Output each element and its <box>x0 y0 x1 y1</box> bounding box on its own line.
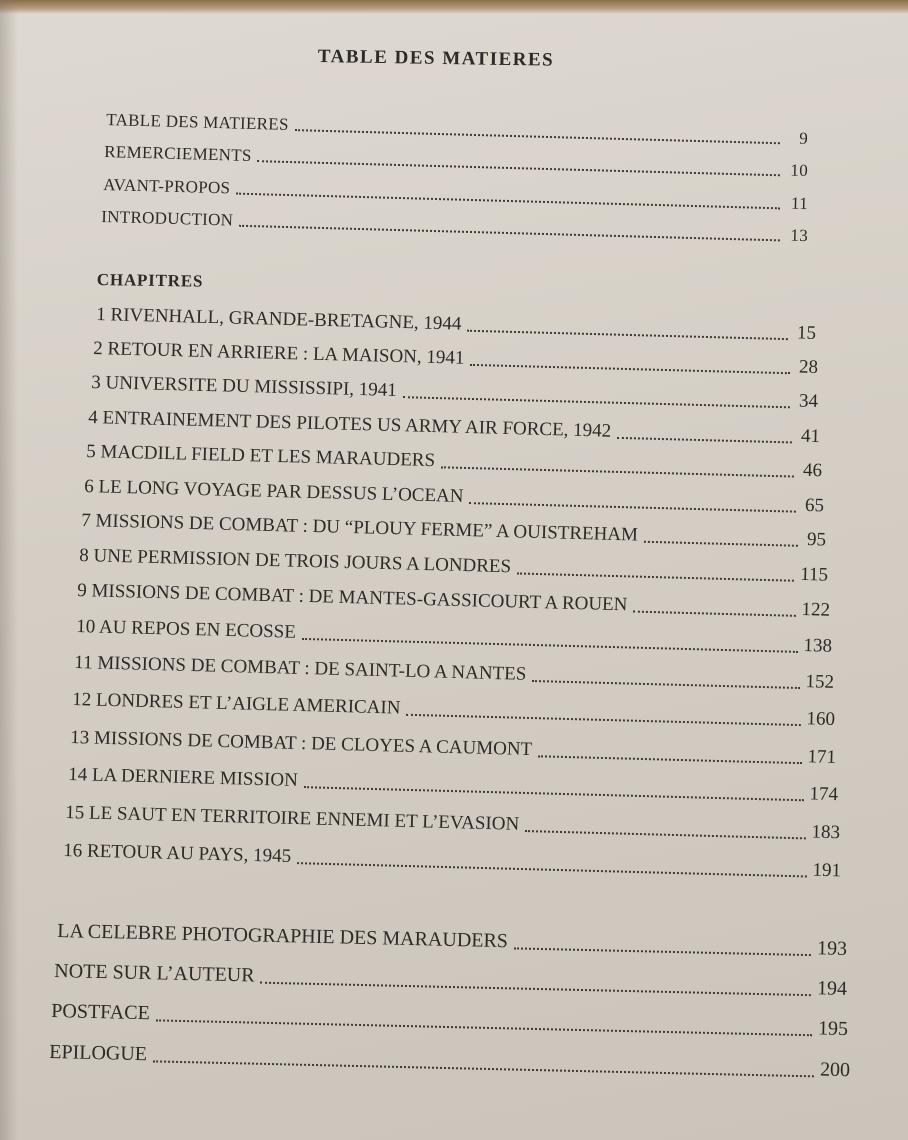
dot-leader <box>469 502 796 513</box>
chapters-heading: CHAPITRES <box>96 270 204 291</box>
toc-entry-table-des-matieres <box>106 110 808 149</box>
toc-entry-page: 13 <box>790 225 809 246</box>
toc-entry-page: 11 <box>790 193 809 214</box>
toc-entry-page: 174 <box>809 783 839 806</box>
toc-entry-label: AVANT-PROPOS <box>103 175 231 198</box>
toc-entry-page: 183 <box>811 821 841 844</box>
toc-entry-page: 34 <box>798 390 819 413</box>
toc-entry-label: 6 LE LONG VOYAGE PAR DESSUS L’OCEAN <box>84 476 464 507</box>
toc-entry-page: 115 <box>799 563 829 586</box>
toc-chapter-5 <box>86 441 822 482</box>
toc-entry-page: 195 <box>817 1017 849 1041</box>
toc-chapter-11 <box>74 652 834 694</box>
toc-chapter-2 <box>93 338 818 379</box>
toc-entry-label: REMERCIEMENTS <box>104 142 252 165</box>
toc-entry-label: 14 LA DERNIERE MISSION <box>68 764 299 792</box>
toc-entry-label: LA CELEBRE PHOTOGRAPHIE DES MARAUDERS <box>57 920 509 953</box>
page-gutter-shadow <box>0 0 18 1140</box>
dot-leader <box>532 680 799 689</box>
dot-leader <box>239 225 780 242</box>
toc-entry-page: 171 <box>807 746 837 769</box>
toc-entry-page: 9 <box>798 128 809 148</box>
toc-entry-page: 65 <box>804 494 825 517</box>
dot-leader <box>304 786 804 801</box>
toc-chapter-13 <box>70 727 836 769</box>
page-top-edge <box>0 0 908 14</box>
toc-entry-label: 13 MISSIONS DE COMBAT : DE CLOYES A CAUMONT <box>70 727 533 761</box>
toc-chapter-16 <box>63 840 841 882</box>
toc-chapter-3 <box>91 372 818 413</box>
toc-chapter-15 <box>65 802 840 844</box>
toc-entry-page: 10 <box>790 160 809 181</box>
toc-chapter-8 <box>79 545 828 587</box>
toc-entry-note-auteur <box>54 960 847 1001</box>
toc-entry-postface <box>51 1000 848 1041</box>
dot-leader <box>258 160 780 176</box>
toc-entry-photographie <box>57 920 847 961</box>
toc-entry-label: POSTFACE <box>51 1000 151 1025</box>
dot-leader <box>236 193 780 210</box>
toc-chapter-4 <box>88 407 820 448</box>
dot-leader <box>514 947 811 956</box>
toc-chapter-1 <box>96 304 816 345</box>
toc-entry-page: 152 <box>805 671 835 693</box>
dot-leader <box>617 437 792 444</box>
toc-entry-page: 191 <box>812 859 842 882</box>
toc-entry-label: 16 RETOUR AU PAYS, 1945 <box>63 840 292 867</box>
toc-chapter-12 <box>72 689 835 731</box>
dot-leader <box>403 396 790 408</box>
toc-entry-label: INTRODUCTION <box>101 207 234 230</box>
toc-entry-remerciements <box>104 142 808 181</box>
toc-entry-label: EPILOGUE <box>49 1041 148 1066</box>
dot-leader <box>156 1019 812 1036</box>
toc-chapter-7 <box>81 510 826 551</box>
toc-entry-page: 193 <box>816 937 848 960</box>
toc-entry-label: 12 LONDRES ET L’AIGLE AMERICAIN <box>72 689 401 719</box>
toc-entry-label: 15 LE SAUT EN TERRITOIRE ENNEMI ET L’EVASION <box>65 802 520 835</box>
dot-leader <box>295 129 780 144</box>
toc-entry-epilogue <box>49 1041 850 1082</box>
toc-entry-label: 3 UNIVERSITE DU MISSISSIPI, 1941 <box>91 372 398 402</box>
dot-leader <box>297 862 806 877</box>
dot-leader <box>470 364 790 374</box>
toc-entry-label: 7 MISSIONS DE COMBAT : DU “PLOUY FERME” A OUISTREHAM <box>81 510 639 546</box>
toc-entry-label: 11 MISSIONS DE COMBAT : DE SAINT-LO A NANTES <box>74 652 527 685</box>
toc-entry-label: 2 RETOUR EN ARRIERE : LA MAISON, 1941 <box>93 338 465 369</box>
toc-chapter-10 <box>76 616 832 658</box>
dot-leader <box>633 611 795 617</box>
toc-entry-page: 122 <box>801 598 831 621</box>
toc-entry-label: 1 RIVENHALL, GRANDE-BRETAGNE, 1944 <box>96 304 462 335</box>
dot-leader <box>525 830 805 839</box>
toc-entry-label: NOTE SUR L’AUTEUR <box>54 960 255 987</box>
dot-leader <box>644 541 798 547</box>
toc-entry-page: 15 <box>796 322 817 344</box>
toc-entry-page: 138 <box>803 635 833 657</box>
toc-entry-label: 5 MACDILL FIELD ET LES MARAUDERS <box>86 441 436 472</box>
toc-entry-page: 46 <box>802 459 823 482</box>
toc-chapter-14 <box>68 764 838 806</box>
toc-chapter-6 <box>84 476 824 517</box>
toc-entry-page: 160 <box>806 708 836 730</box>
toc-entry-avant-propos <box>103 175 808 214</box>
page-title: TABLE DES MATIERES <box>317 46 555 71</box>
toc-entry-page: 41 <box>800 425 821 448</box>
dot-leader <box>406 714 800 726</box>
dot-leader <box>153 1060 814 1077</box>
dot-leader <box>538 755 801 764</box>
toc-entry-label: 8 UNE PERMISSION DE TROIS JOURS A LONDRES <box>79 545 512 578</box>
toc-entry-introduction <box>101 207 808 246</box>
toc-chapter-9 <box>77 580 830 622</box>
toc-entry-label: TABLE DES MATIERES <box>106 110 290 134</box>
toc-entry-label: 4 ENTRAINEMENT DES PILOTES US ARMY AIR FORCE, 1942 <box>88 407 612 442</box>
toc-entry-page: 95 <box>806 529 827 551</box>
toc-entry-label: 9 MISSIONS DE COMBAT : DE MANTES-GASSICOURT A ROUEN <box>77 580 628 616</box>
toc-entry-page: 28 <box>798 356 819 378</box>
toc-entry-page: 200 <box>819 1058 851 1082</box>
toc-entry-page: 194 <box>816 977 848 1000</box>
dot-leader <box>467 330 788 340</box>
dot-leader <box>260 982 811 996</box>
dot-leader <box>517 572 794 581</box>
dot-leader <box>302 638 798 653</box>
toc-entry-label: 10 AU REPOS EN ECOSSE <box>76 616 297 643</box>
dot-leader <box>441 466 794 477</box>
